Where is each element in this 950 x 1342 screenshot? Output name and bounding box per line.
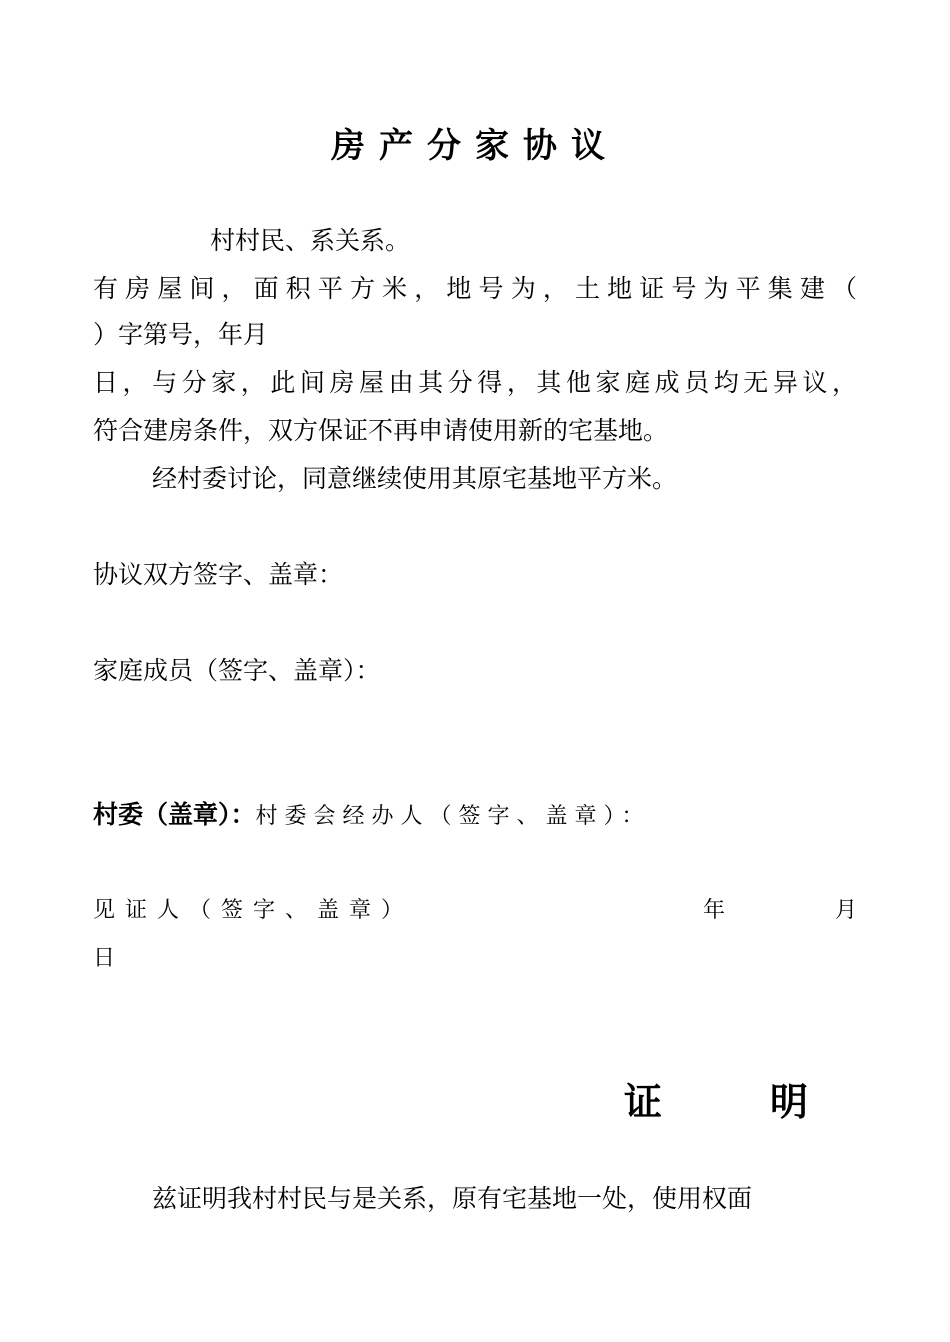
sign-family-label: 家庭成员（签字、盖章）： <box>93 656 381 685</box>
agreement-para1-line2: 有房屋间，面积平方米，地号为，土地证号为平集建（ <box>93 274 857 303</box>
certificate-title-left: 证 <box>624 1080 663 1124</box>
village-seal-label: 村委（盖章）： <box>93 800 256 829</box>
agreement-para1-line3: ）字第号，年月 <box>93 320 269 349</box>
agreement-para2: 经村委讨论，同意继续使用其原宅基地平方米。 <box>152 464 678 493</box>
witness-label: 见证人（签字、盖章） <box>93 898 414 923</box>
agreement-para1-line4: 日，与分家，此间房屋由其分得，其他家庭成员均无异议， <box>93 368 857 397</box>
month-label: 月 <box>834 898 857 923</box>
agreement-para1-line1: 村村民、系关系。 <box>210 226 411 255</box>
village-sign-line <box>93 800 651 832</box>
witness-row <box>93 896 857 926</box>
village-agent-label: 村委会经办人（签字、盖章）： <box>255 804 651 829</box>
agreement-title: 房产分家协议 <box>331 126 619 166</box>
day-label: 日 <box>93 946 116 971</box>
witness-block <box>93 896 857 974</box>
certificate-para1: 兹证明我村村民与是关系，原有宅基地一处，使用权面 <box>152 1184 753 1213</box>
certificate-title-right: 明 <box>770 1080 809 1124</box>
year-label: 年 <box>702 898 725 923</box>
agreement-para1-line5: 符合建房条件，双方保证不再申请使用新的宅基地。 <box>93 416 669 445</box>
sign-parties-label: 协议双方签字、盖章： <box>93 560 344 589</box>
